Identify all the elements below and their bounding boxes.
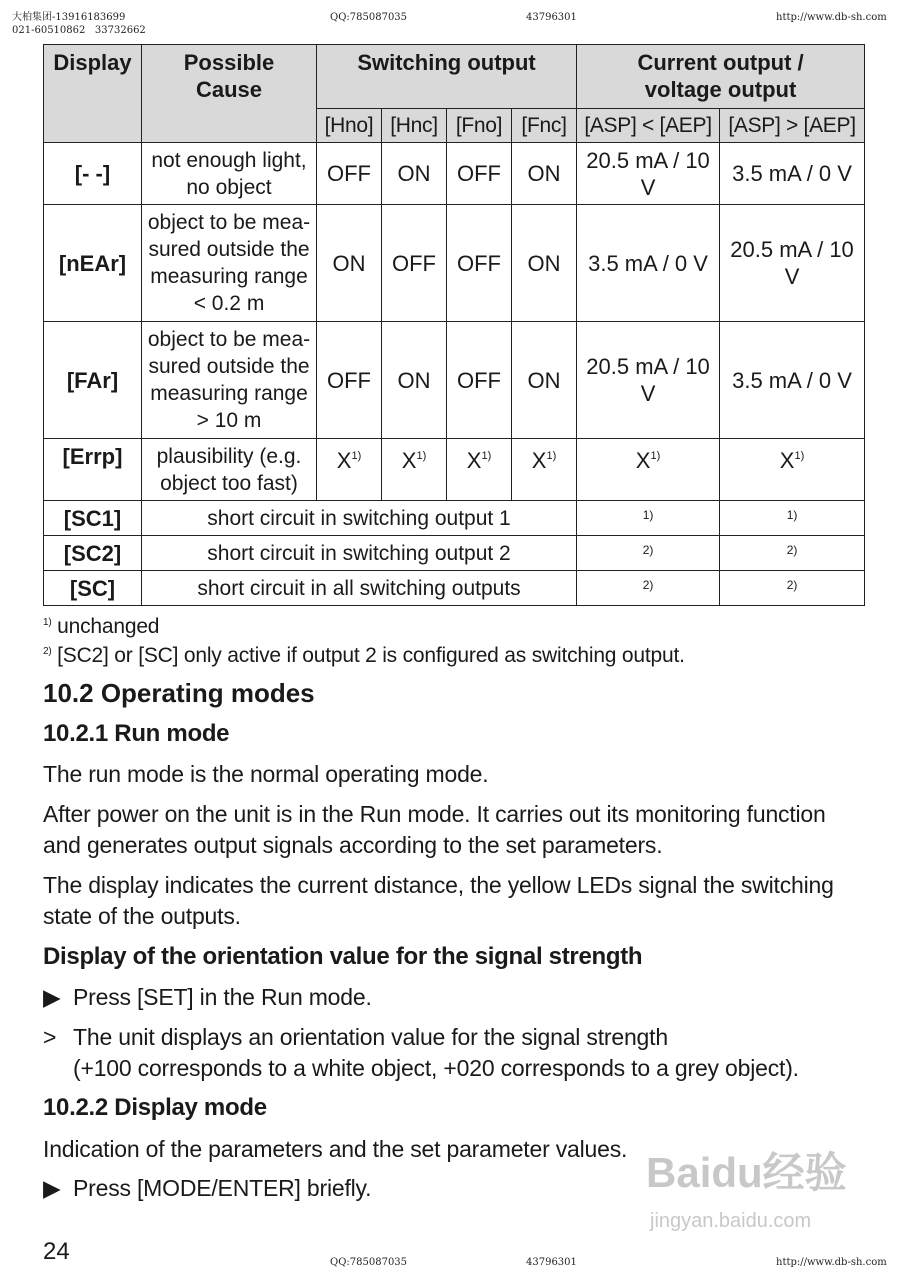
col-cause: Possible Cause [142,45,317,143]
table-row [44,571,865,606]
cell-value: 3.5 mA / 0 V [577,205,720,322]
row-display: [Errp] [44,439,142,501]
step-text: Press [SET] in the Run mode. [73,984,372,1010]
col-display: Display [44,45,142,143]
footnote-ref: 2) [577,536,720,571]
header-url[interactable]: http://www.db-sh.com [776,12,887,23]
result-marker-icon: > [43,1024,57,1050]
display-mode-step [43,1173,371,1204]
display-mode-title: 10.2.2 Display mode [43,1094,267,1121]
cell-value [720,439,865,501]
orientation-result [43,1022,853,1084]
cell-x: X [336,448,352,473]
watermark-logo: Baidu经验 [646,1149,847,1196]
table-row [44,143,865,205]
cell-value: ON [512,205,577,322]
footnote-ref: 1) [577,501,720,536]
run-mode-paragraph-3: The display indicates the current distance, the yellow LEDs signal the switching state of the outputs. [43,872,834,929]
sub-hno: [Hno] [317,109,382,143]
cell-value: ON [382,143,447,205]
header-number: 43796301 [526,12,577,23]
footnote-ref: 1) [720,501,865,536]
footnote-ref: 1) [416,450,427,462]
row-display: [- -] [44,143,142,205]
cell-x: X [466,448,482,473]
baidu-watermark [646,1140,866,1250]
footnote-ref: 2) [720,571,865,606]
cell-value: OFF [317,322,382,439]
section-title: 10.2 Operating modes [43,678,315,708]
row-display: [SC2] [44,536,142,571]
row-display: [FAr] [44,322,142,439]
row-display: [SC] [44,571,142,606]
footer-url[interactable]: http://www.db-sh.com [776,1257,887,1268]
cell-value: ON [512,143,577,205]
run-mode-title: 10.2.1 Run mode [43,720,230,747]
cell-value: OFF [447,322,512,439]
footer-qq: QQ:785087035 [330,1257,408,1268]
header-phone: 021-60510862 33732662 [12,25,146,36]
cell-value [447,439,512,501]
cell-value: ON [382,322,447,439]
cell-x: X [635,448,651,473]
header-company: 大柏集团-13916183699 [12,12,126,23]
footnote-1 [43,615,159,639]
row-cause: not enough light, no object [142,143,317,205]
sub-hnc: [Hnc] [382,109,447,143]
footnote-2 [43,644,685,668]
footnote-ref: 2) [720,536,865,571]
table-row [44,205,865,322]
result-line-1: The unit displays an orientation value for the signal strength [73,1024,668,1050]
cell-value: 20.5 mA / 10 V [720,205,865,322]
row-display: [nEAr] [44,205,142,322]
cell-value [577,439,720,501]
footnote-mark: 1) [43,617,52,628]
cell-value: OFF [447,205,512,322]
cell-value: OFF [382,205,447,322]
cell-value: ON [317,205,382,322]
row-cause: object to be mea-sured outside the measuring range < 0.2 m [142,205,317,322]
watermark-url: jingyan.baidu.com [650,1210,812,1232]
footnote-ref: 1) [794,450,805,462]
cell-value: 20.5 mA / 10 V [577,143,720,205]
step-text: Press [MODE/ENTER] briefly. [73,1175,372,1201]
orientation-title: Display of the orientation value for the signal strength [43,943,643,970]
cell-value [382,439,447,501]
col-current-output: Current output / voltage output [577,45,865,109]
step-arrow-icon: ▶ [43,984,61,1010]
table-row [44,536,865,571]
cell-x: X [401,448,417,473]
cell-value: OFF [447,143,512,205]
run-mode-paragraph-1: The run mode is the normal operating mode. [43,761,489,787]
cell-value [317,439,382,501]
footnote-text: unchanged [57,615,160,638]
cell-value: OFF [317,143,382,205]
cell-value: ON [512,322,577,439]
orientation-step [43,982,372,1013]
row-cause: short circuit in switching output 2 [142,536,577,571]
sub-fno: [Fno] [447,109,512,143]
footnote-text: [SC2] or [SC] only active if output 2 is configured as switching output. [57,644,685,667]
header-qq: QQ:785087035 [330,12,408,23]
step-arrow-icon: ▶ [43,1175,61,1201]
cell-x: X [779,448,795,473]
table-row [44,439,865,501]
sub-asp-gt-aep: [ASP] > [AEP] [720,109,865,143]
run-mode-paragraph-2: After power on the unit is in the Run mode. It carries out its monitoring function and generates output signals according to the set parameters. [43,801,826,858]
result-line-2: (+100 corresponds to a white object, +020 corresponds to a grey object). [73,1055,799,1081]
footnote-ref: 1) [650,450,661,462]
sub-fnc: [Fnc] [512,109,577,143]
col-switching-output: Switching output [317,45,577,109]
page-number: 24 [43,1238,70,1265]
cell-value [512,439,577,501]
footnote-ref: 1) [546,450,557,462]
footnote-ref: 1) [351,450,362,462]
row-display: [SC1] [44,501,142,536]
table-row [44,322,865,439]
footnote-ref: 2) [577,571,720,606]
row-cause: plausibility (e.g. object too fast) [142,439,317,501]
row-cause: short circuit in all switching outputs [142,571,577,606]
display-mode-paragraph: Indication of the parameters and the set parameter values. [43,1136,628,1162]
error-table [43,44,865,606]
table-row [44,501,865,536]
footnote-mark: 2) [43,646,52,657]
cell-value: 3.5 mA / 0 V [720,143,865,205]
cell-value: 20.5 mA / 10 V [577,322,720,439]
sub-asp-lt-aep: [ASP] < [AEP] [577,109,720,143]
row-cause: short circuit in switching output 1 [142,501,577,536]
cell-value: 3.5 mA / 0 V [720,322,865,439]
row-cause: object to be mea-sured outside the measuring range > 10 m [142,322,317,439]
footer-number: 43796301 [526,1257,577,1268]
footnote-ref: 1) [481,450,492,462]
cell-x: X [531,448,547,473]
